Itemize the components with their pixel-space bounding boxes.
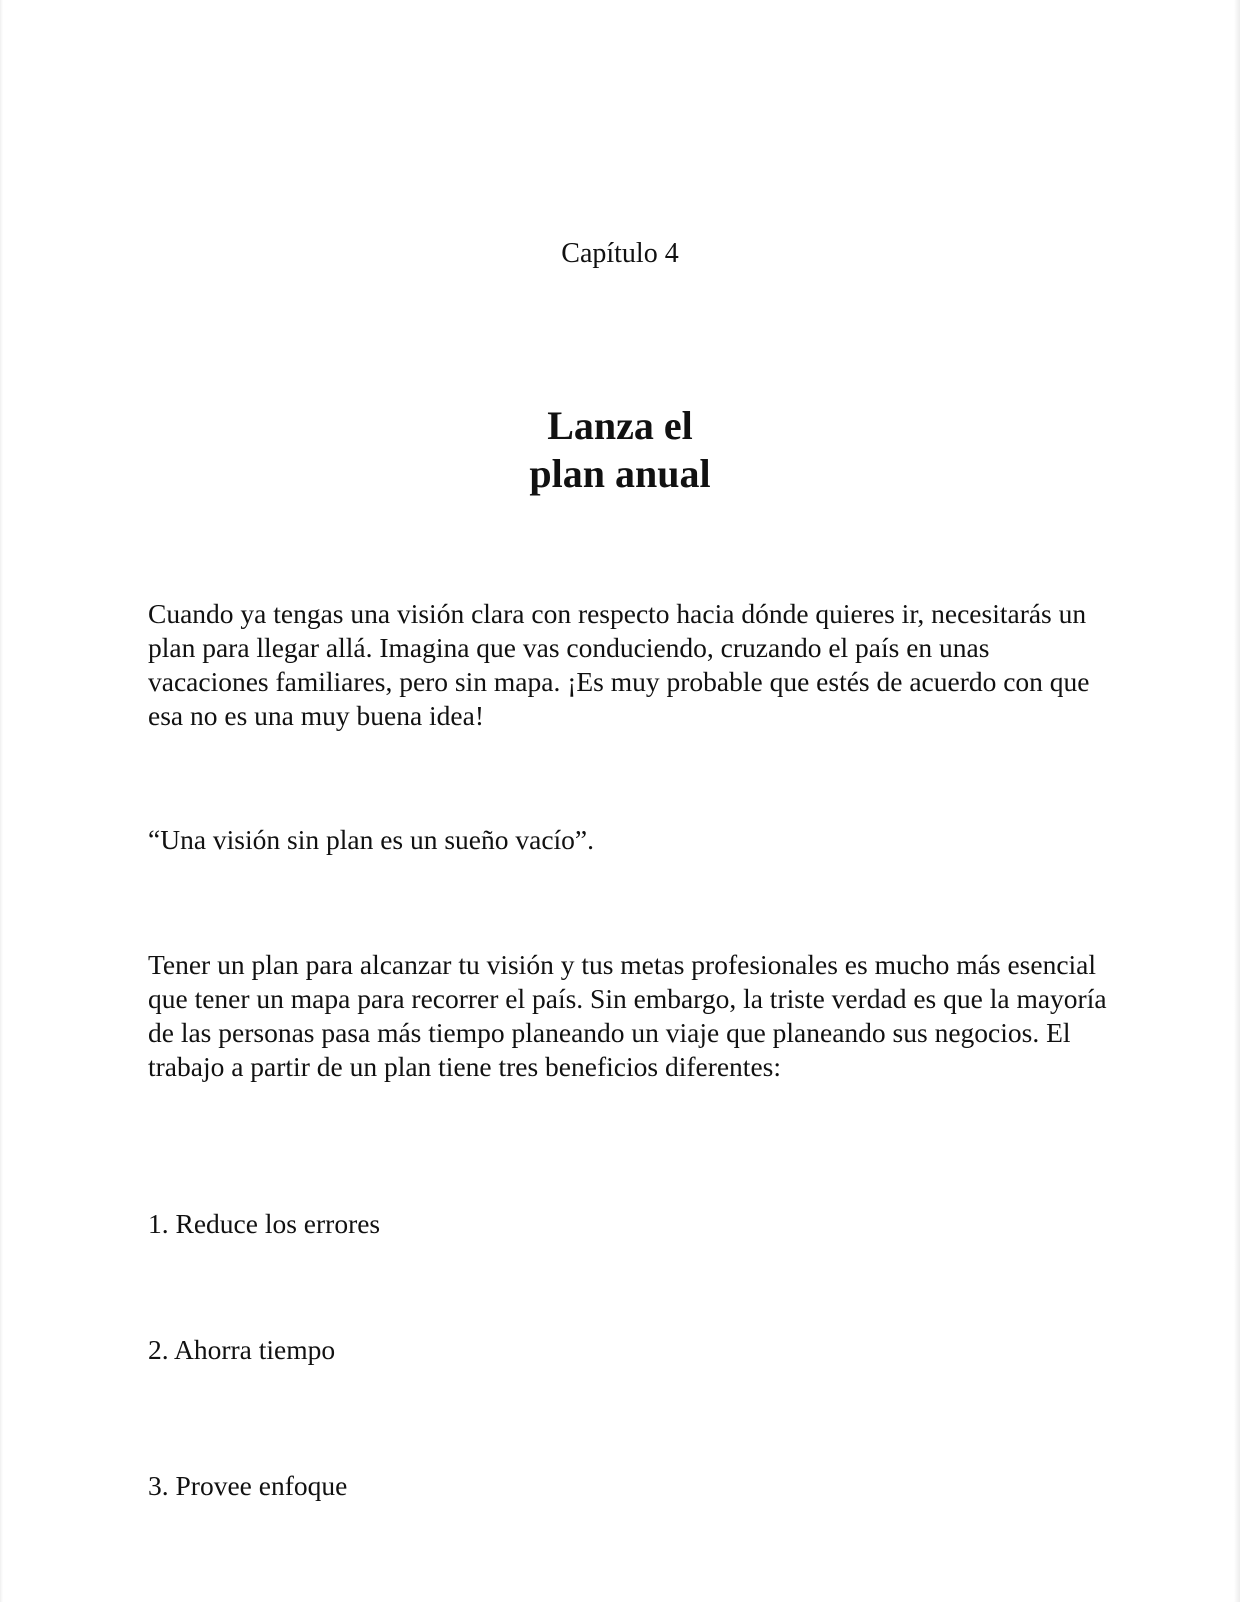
chapter-title-line-2: plan anual (529, 451, 711, 496)
list-item: 1. Reduce los errores (148, 1208, 381, 1239)
chapter-label: Capítulo 4 (561, 238, 679, 269)
list-item: 2. Ahorra tiempo (148, 1334, 336, 1365)
body-paragraph-2: Tener un plan para alcanzar tu visión y tus metas profesionales es mucho más esencial que tener un mapa para recorrer el país. Sin embargo, la triste verdad es que la mayoría de las personas pasa más tiempo planeando un viaje que planeando sus negocios. El trabajo a partir de un plan tiene tres beneficios diferentes: (148, 949, 1107, 1082)
chapter-title (0, 402, 1240, 498)
body-paragraph-1: Cuando ya tengas una visión clara con respecto hacia dónde quieres ir, necesitarás un plan para llegar allá. Imagina que vas conduciendo, cruzando el país en unas vacaciones familiares, pero sin mapa. ¡Es muy probable que estés de acuerdo con que esa no es una muy buena idea! (148, 598, 1090, 731)
list-item: 3. Provee enfoque (148, 1470, 348, 1501)
quote-paragraph: “Una visión sin plan es un sueño vacío”. (148, 824, 595, 855)
chapter-title-line-1: Lanza el (547, 403, 693, 448)
